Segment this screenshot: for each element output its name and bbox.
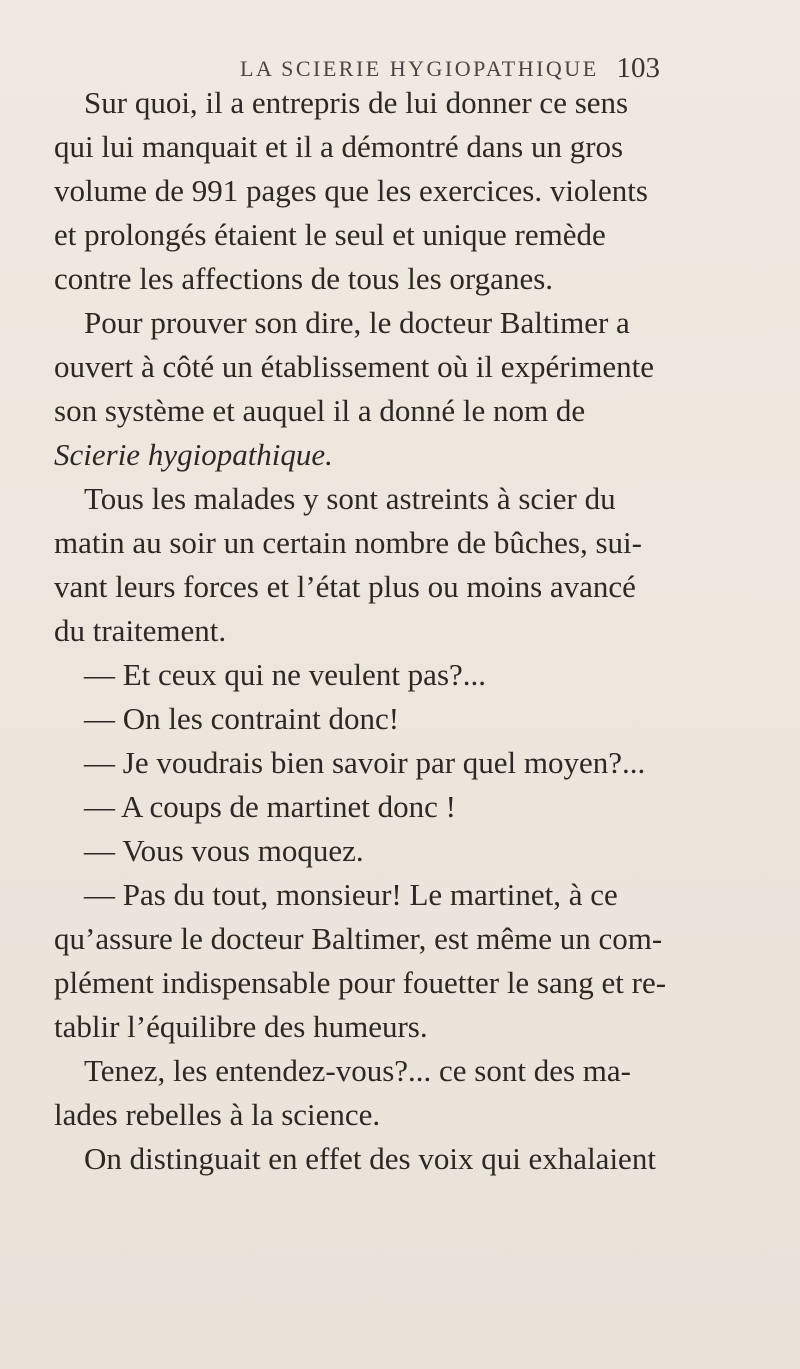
text-line: tablir l’équilibre des humeurs. [54,1009,428,1044]
text-line: Tenez, les entendez-vous?... ce sont des ma- [84,1053,631,1088]
text-line: qu’assure le docteur Baltimer, est même un com- [54,921,663,956]
text-line: On distinguait en effet des voix qui exhalaient [84,1141,656,1176]
text-line: et prolongés étaient le seul et unique remède [54,217,606,252]
text-line: — On les contraint donc! [84,701,400,736]
text-line: ouvert à côté un établissement où il expérimente [54,349,654,384]
page-number: 103 [616,52,660,84]
text-line: vant leurs forces et l’état plus ou moins avancé [54,569,636,604]
text-line: — Et ceux qui ne veulent pas?... [84,657,487,692]
running-title: LA SCIERIE HYGIOPATHIQUE [240,56,599,81]
text-line: Scierie hygiopathique. [54,437,333,472]
text-line: son système et auquel il a donné le nom de [54,393,586,428]
text-line: lades rebelles à la science. [54,1097,381,1132]
text-line: — Je voudrais bien savoir par quel moyen?... [84,745,646,780]
text-line: Tous les malades y sont astreints à scier du [84,481,616,516]
text-line: — Vous vous moquez. [84,833,364,868]
text-line: matin au soir un certain nombre de bûches, sui- [54,525,642,560]
text-line: — A coups de martinet donc ! [84,789,456,824]
text-line: du traitement. [54,613,227,648]
running-header [240,52,660,82]
text-line: — Pas du tout, monsieur! Le martinet, à ce [84,877,618,912]
text-line: Pour prouver son dire, le docteur Baltimer a [84,305,630,340]
text-line: volume de 991 pages que les exercices. violents [54,173,648,208]
text-line: contre les affections de tous les organes. [54,261,554,296]
text-line: Sur quoi, il a entrepris de lui donner ce sens [84,85,629,120]
text-line: plément indispensable pour fouetter le sang et re- [54,965,667,1000]
text-line: qui lui manquait et il a démontré dans un gros [54,129,624,164]
